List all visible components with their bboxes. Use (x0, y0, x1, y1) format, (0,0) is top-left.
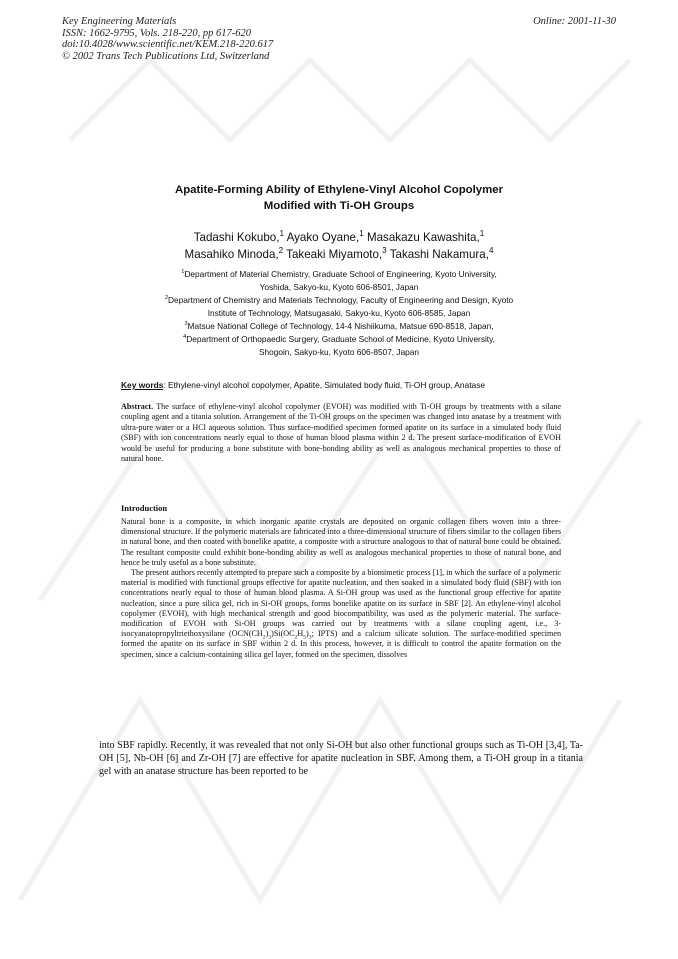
author-name: Tadashi Kokubo, (193, 231, 280, 244)
affiliation-4-line-1: $^4$Department of Orthopaedic Surgery, Graduate School of Medicine, Kyoto University, (183, 334, 495, 344)
copyright-line: © 2002 Trans Tech Publications Ltd, Switzerland (62, 50, 270, 62)
affiliation-2-line-1: $^2$Department of Chemistry and Materials Technology, Faculty of Engineering and Design, Kyoto (164, 295, 514, 305)
intro-paragraph-2: The present authors recently attempted to prepare such a composite by a biomimetic process [1], in which the surface of a polymeric material is modified with functional groups effective for apatite nucleation, and then soaked in a simulated body fluid (SBF) with ion concentrations nearly equal to those of human blood plasma. A Si-OH group was used as the functional group effective for apatite nucleation, since a pure silica gel, rich in Si-OH groups, forms bonelike apatite on its surface in SBF [2]. An ethylene-vinyl alcohol copolymer (EVOH), with high mechanical strength and good biocompatibility, was used as the polymeric material. The surface-modification of EVOH with Si-OH groups was carried out by treatments with a silane coupling agent, i.e., 3-isocyanatopropyltriethoxysilane $(OCN(CH_2)_3)Si(OC_2H_5)_3$; IPTS) and a calcium silicate solution. The surface-modified specimen formed the apatite on its surface in SBF within 2 d. In this process, however, it is difficult to control the apatite formation on the specimen, since a calcium-containing silica gel layer, formed on the specimen, dissolves (121, 568, 561, 659)
affiliations (100, 268, 578, 359)
author-name: Takeaki Miyamoto, (286, 248, 383, 261)
author-affiliation-mark: 1 (279, 229, 284, 239)
affiliation-1-line-1: $^1$Department of Material Chemistry, Graduate School of Engineering, Kyoto University, (181, 269, 497, 279)
paper-title: Apatite-Forming Ability of Ethylene-Vinyl Alcohol Copolymer Modified with Ti-OH Groups (174, 184, 504, 212)
continuation-text (99, 739, 583, 778)
keywords-text: : Ethylene-vinyl alcohol copolymer, Apatite, Simulated body fluid, Ti-OH group, Anatase (163, 380, 486, 390)
continuation-paragraph: into SBF rapidly. Recently, it was revealed that not only Si-OH but also other functional groups such as Ti-OH [3,4], Ta-OH [5], Nb-OH [6] and Zr-OH [7] are effective for apatite nucleation in SBF. Among them, a Ti-OH group in a titania gel with an anatase structure has been reported to be (99, 740, 583, 777)
journal-name: Key Engineering Materials (62, 16, 177, 27)
author-name: Masahiko Minoda, (184, 248, 279, 261)
author-affiliation-mark: 3 (382, 246, 387, 256)
section-heading-introduction: Introduction (121, 503, 168, 513)
author-name: Takashi Nakamura, (389, 248, 489, 261)
chemical-formula: $(OCN(CH_2)_3)Si(OC_2H_5)_3$; IPTS) (229, 629, 338, 641)
issn-line: ISSN: 1662-9795, Vols. 218-220, pp 617-620 (62, 27, 251, 39)
author-name: Ayako Oyane, (286, 231, 360, 244)
author-list (100, 229, 578, 263)
author-name: Masakazu Kawashita, (366, 231, 480, 244)
abstract-text: The surface of ethylene-vinyl alcohol copolymer (EVOH) was modified with Ti-OH groups by treatments with a silane coupling agent and a titania solution. Arrangement of the Ti-OH groups on the specimen was changed into anatase by a treatment with ultra-pure water or a HCl aqueous solution. Thus surface-modified specimen formed apatite on its surface in a simulated body fluid (SBF) with ion concentrations nearly equal to those of human blood plasma within 2 d. The present surface-modification of EVOH would be useful for producing a bone substitute with bone-bonding ability as well as analogous mechanical properties to those of natural bone. (121, 402, 561, 464)
affiliation-1-line-2: Yoshida, Sakyo-ku, Kyoto 606-8501, Japan (259, 282, 419, 292)
publication-info (62, 16, 273, 62)
doi-line: doi:10.4028/www.scientific.net/KEM.218-220.617 (62, 39, 274, 50)
keywords-label: Key words (121, 380, 164, 390)
affiliation-3-line-1: $^3$Matsue National College of Technology, 14-4 Nishiikuma, Matsue 690-8518, Japan, (184, 321, 494, 331)
introduction-body (121, 517, 561, 660)
abstract (121, 402, 561, 464)
authors-line-2 (100, 246, 578, 263)
keywords (121, 380, 561, 390)
affiliation-2-line-2: Institute of Technology, Matsugasaki, Sakyo-ku, Kyoto 606-8585, Japan (207, 308, 471, 318)
author-affiliation-mark: 2 (278, 246, 284, 256)
intro-paragraph-1: Natural bone is a composite, in which inorganic apatite crystals are deposited on organic collagen fibers woven into a three-dimensional structure. If the polymeric materials are fabricated into a three-dimensional structure of fibers similar to the collagen fibers in natural bone, and then coated with bonelike apatite, a composite with a structure analogous to that of natural bone could be obtained. The resultant composite could exhibit bone-bonding ability as well as analogous mechanical properties to those of natural bone, and hence be truly useful as a bone substitute. (121, 517, 561, 567)
author-affiliation-mark: 1 (479, 229, 485, 239)
authors-line-1 (100, 229, 578, 246)
abstract-label: Abstract. (121, 402, 154, 411)
online-date: Online: 2001-11-30 (533, 16, 616, 27)
affiliation-4-line-2: Shogoin, Sakyo-ku, Kyoto 606-8507, Japan (258, 347, 420, 357)
author-affiliation-mark: 1 (359, 229, 364, 239)
author-affiliation-mark: 4 (488, 246, 494, 256)
